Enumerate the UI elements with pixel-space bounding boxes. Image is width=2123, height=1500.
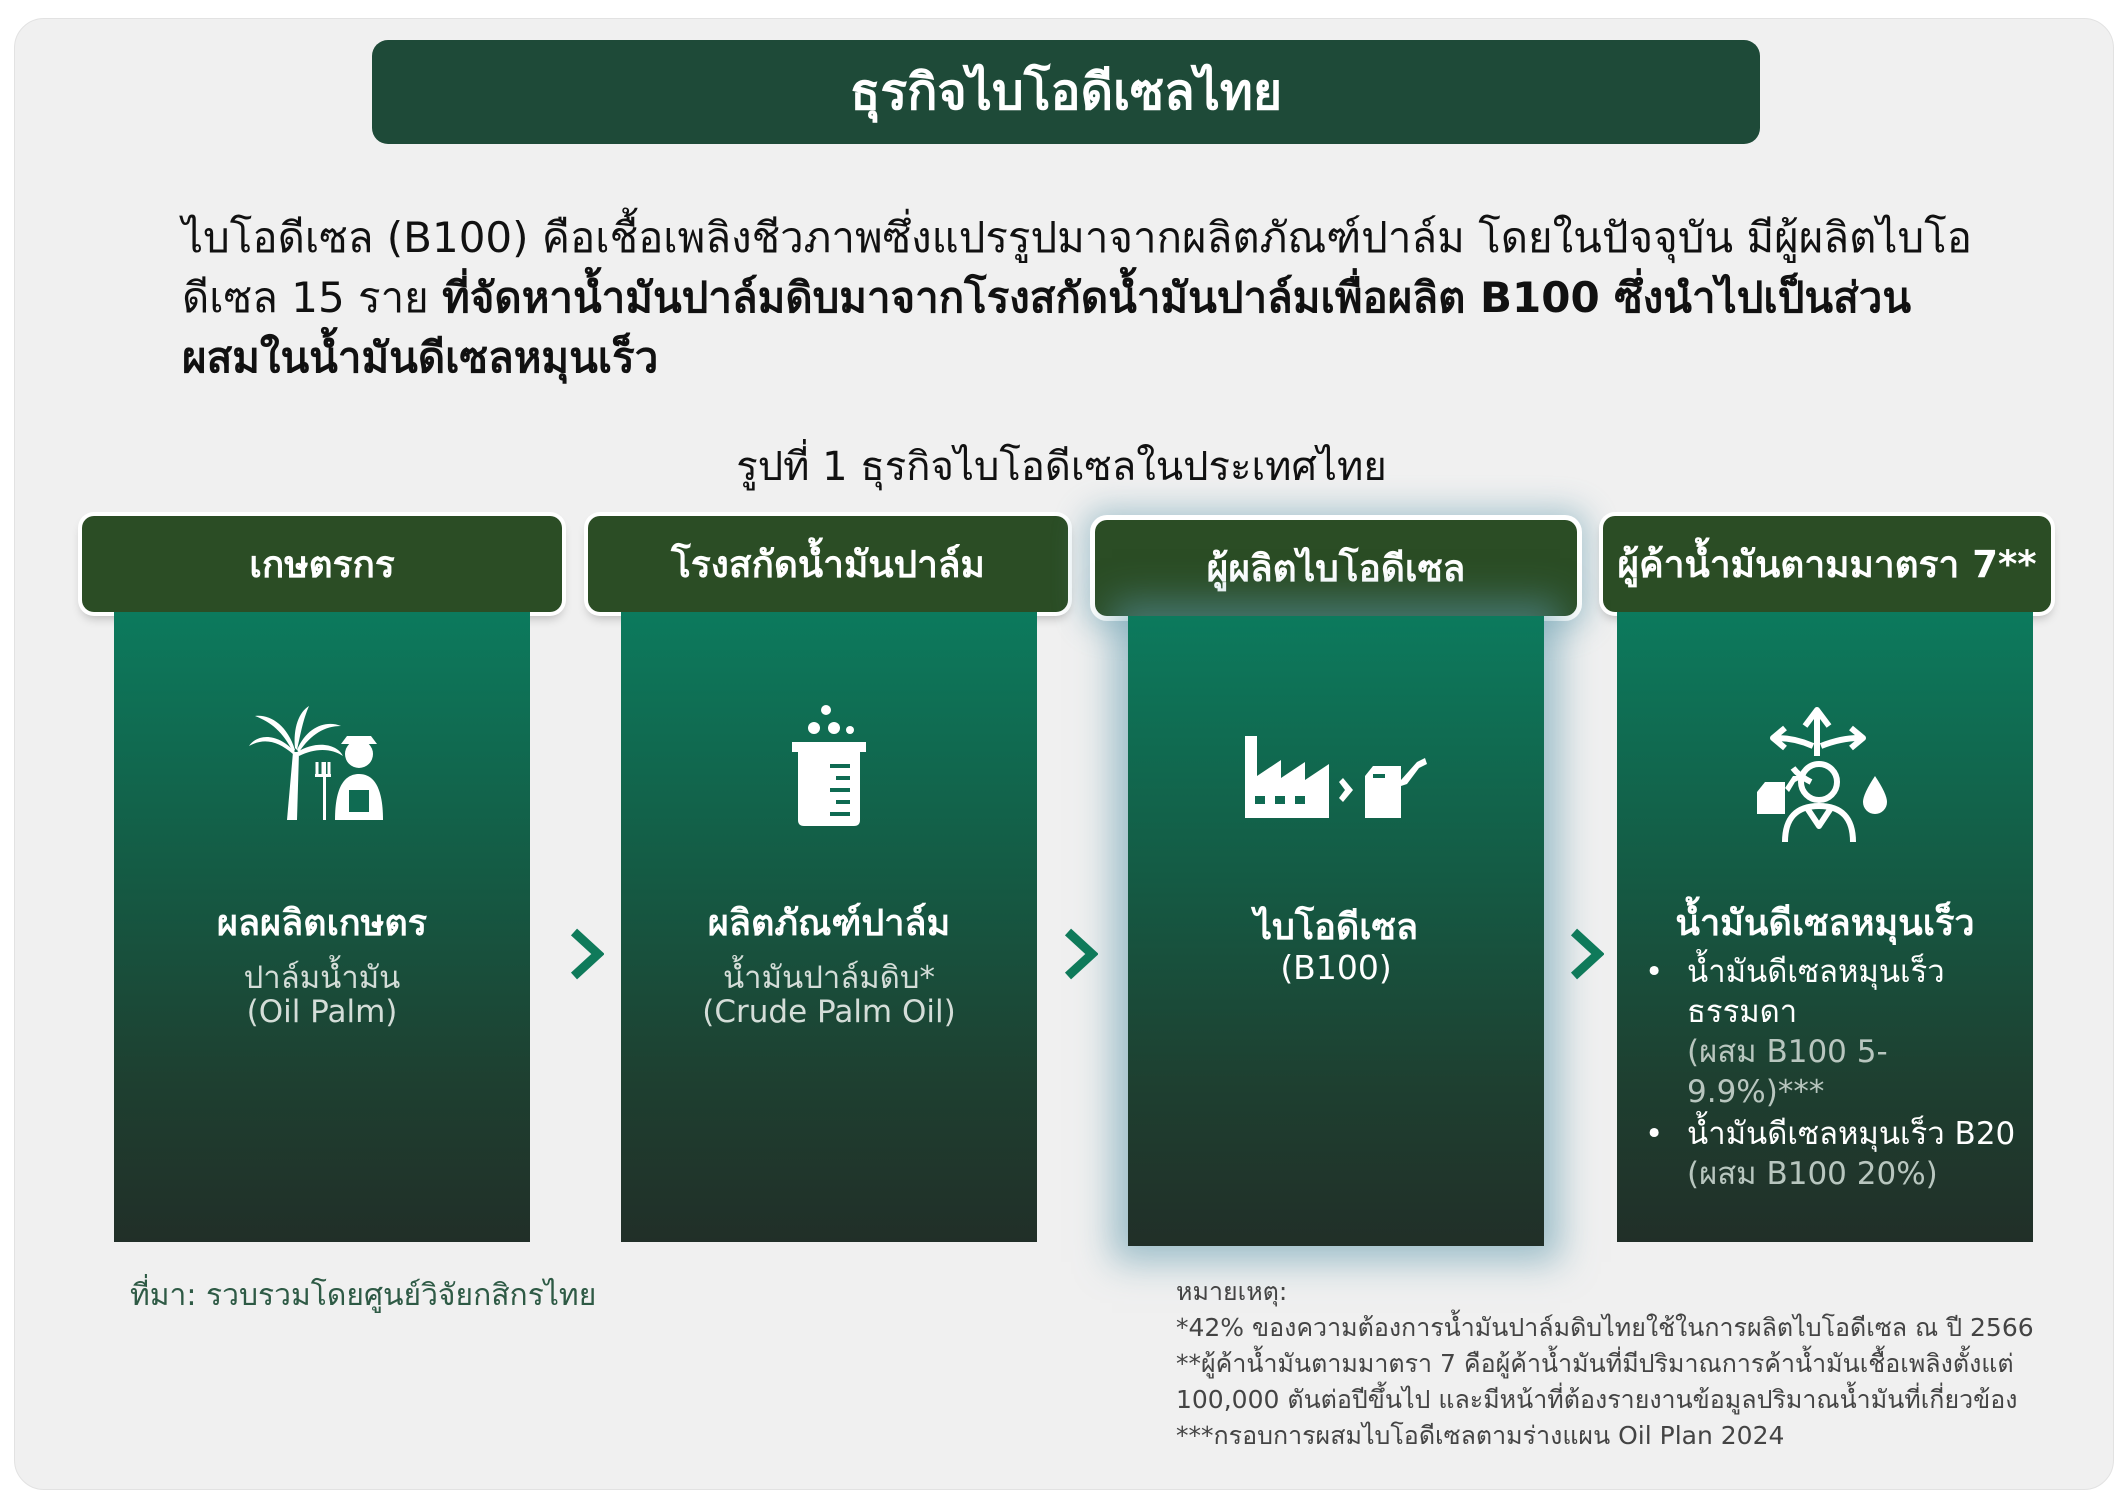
palm-farmer-icon [114, 702, 530, 852]
footnote-line: 100,000 ตันต่อปีขึ้นไป และมีหน้าที่ต้องรายงานข้อมูลปริมาณน้ำมันที่เกี่ยวข้อง [1176, 1385, 2018, 1414]
flow-arrow-icon [1568, 928, 1604, 980]
source-note: ที่มา: รวบรวมโดยศูนย์วิจัยกสิกรไทย [130, 1278, 597, 1313]
stage-card-mill [621, 612, 1037, 1242]
stage-subtitle-en: (Oil Palm) [246, 994, 398, 1030]
page-title: ธุรกิจไบโอดีเซลไทย [849, 62, 1283, 121]
product-name: • น้ำมันดีเซลหมุนเร็ว ธรรมดา [1687, 954, 1945, 1030]
title-banner [372, 40, 1760, 144]
stage-card-producer [1128, 616, 1544, 1246]
stage-card-farmer [114, 612, 530, 1242]
factory-fuel-can-icon [1128, 706, 1544, 856]
distribution-person-icon [1617, 696, 2033, 846]
footnotes [1176, 1274, 2056, 1454]
list-item [1635, 952, 2025, 1112]
intro-text: ไบโอดีเซล (B100) คือเชื้อเพลิงชีวภาพซึ่งแปรรูปมาจากผลิตภัณฑ์ปาล์ม โดยในปัจจุบัน มีผู้ผลิตไบโอดีเซล 15 ราย [182, 213, 1972, 322]
footnotes-heading: หมายเหตุ: [1176, 1277, 1288, 1306]
stage-title: ไบโอดีเซล [1253, 907, 1419, 948]
stage-subtitle: น้ำมันปาล์มดิบ* [722, 960, 936, 996]
stage-title: ผลผลิตเกษตร [216, 903, 428, 944]
stage-title: ผลิตภัณฑ์ปาล์ม [707, 903, 951, 944]
product-list [1635, 952, 2025, 1196]
product-blend-note: (ผสม B100 20%) [1687, 1156, 1938, 1192]
stage-header-mill: โรงสกัดน้ำมันปาล์ม [588, 516, 1068, 612]
product-name: • น้ำมันดีเซลหมุนเร็ว B20 [1687, 1116, 2016, 1152]
stage-card-trader [1617, 612, 2033, 1242]
flow-arrow-icon [568, 928, 604, 980]
stage-title: น้ำมันดีเซลหมุนเร็ว [1675, 903, 1975, 944]
stage-header-producer: ผู้ผลิตไบโอดีเซล [1095, 520, 1577, 616]
beaker-icon [621, 702, 1037, 852]
list-item [1635, 1114, 2025, 1194]
figure-caption: รูปที่ 1 ธุรกิจไบโอดีเซลในประเทศไทย [736, 444, 1387, 490]
intro-paragraph [182, 208, 1982, 388]
intro-bold-text: ที่จัดหาน้ำมันปาล์มดิบมาจากโรงสกัดน้ำมันปาล์มเพื่อผลิต B100 ซึ่งนำไปเป็นส่วนผสมในน้ำมันดีเซลหมุนเร็ว [182, 273, 1912, 382]
flow-arrow-icon [1062, 928, 1098, 980]
stage-subtitle-en: (Crude Palm Oil) [702, 994, 956, 1030]
stage-header-farmer: เกษตรกร [82, 516, 562, 612]
footnote-line: *42% ของความต้องการน้ำมันปาล์มดิบไทยใช้ในการผลิตไบโอดีเซล ณ ปี 2566 [1176, 1313, 2034, 1342]
stage-subtitle: (B100) [1280, 948, 1392, 987]
footnote-line: ***กรอบการผสมไบโอดีเซลตามร่างแผน Oil Plan 2024 [1176, 1421, 1785, 1450]
stage-subtitle: ปาล์มน้ำมัน [243, 960, 401, 996]
footnote-line: **ผู้ค้าน้ำมันตามมาตรา 7 คือผู้ค้าน้ำมันที่มีปริมาณการค้าน้ำมันเชื้อเพลิงตั้งแต่ [1176, 1349, 2014, 1378]
product-blend-note: (ผสม B100 5-9.9%)*** [1687, 1034, 1888, 1110]
stage-header-trader: ผู้ค้าน้ำมันตามมาตรา 7** [1603, 516, 2051, 612]
